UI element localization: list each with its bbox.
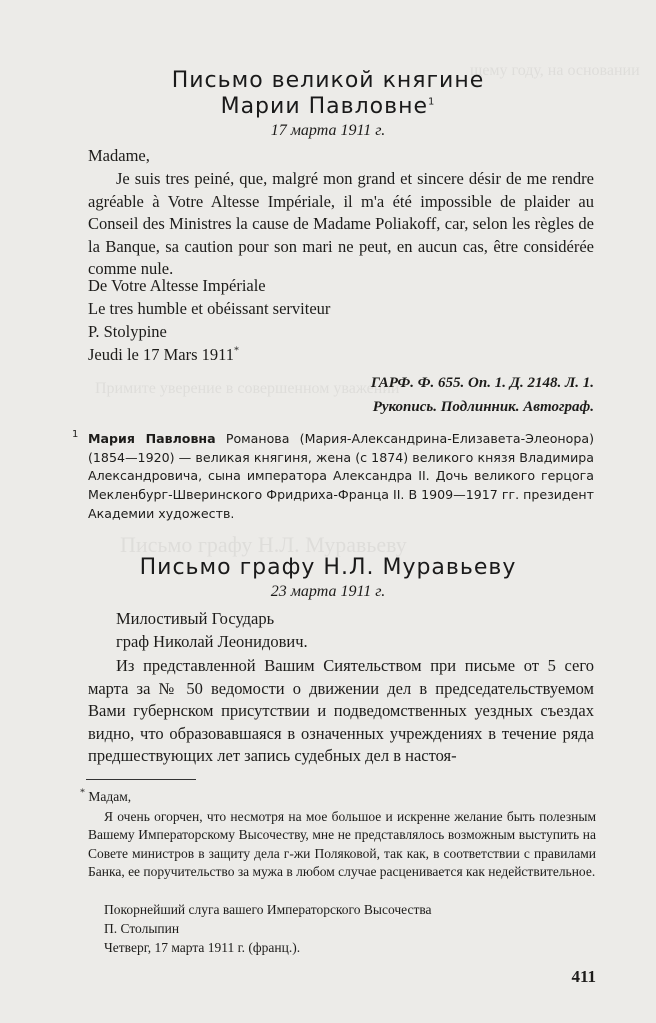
bleed-through-text: щему году, на основании: [470, 62, 640, 79]
letter2-date: 23 марта 1911 г.: [270, 583, 386, 600]
letter1-date: 17 марта 1911 г.: [270, 122, 386, 139]
letter2-address-line: Милостивый Государь: [116, 609, 275, 628]
letter2-body: Из представленной Вашим Сиятельством при письме от 5 сего марта за № 50 ведомости о движении дел в председательствуемом Вами губернском присутствии и подведомственных уездных съездах видно, что образовавшаяся в означенных учреждениях в течение ряда предшествующих лет запись судебных дел в настоя-: [88, 656, 594, 765]
archive-reference: ГАРФ. Ф. 655. Оп. 1. Д. 2148. Л. 1.: [370, 375, 594, 391]
letter2-address-line: граф Николай Леонидович.: [116, 632, 308, 651]
footnote-marker: 1: [72, 429, 79, 440]
letter1-body: Je suis tres peiné, que, malgré mon grand et sincere désir de me rendre agréable à Votre Altesse Impériale, il m'a été impossible de plaider au Conseil des Ministres la cause de Madame Poliakoff, car, selon les règles de la Banque, sa caution pour son mari ne peut, en aucun cas, être considérée comme nule.: [88, 169, 594, 278]
letter1-closing-line: De Votre Altesse Impériale: [88, 276, 266, 295]
footnote-2-body: Я очень огорчен, что несмотря на мое большое и искренне желание быть полезным Вашему Императорскому Высочеству, мне не представлялось возможным выступить на Совете министров в защиту дела г-жи Поляковой, так как, в соответствии с правилами Банка, ее поручительство за мужа в любом случае расценивается как недействительное.: [88, 809, 596, 879]
footnote-2-line: Покорнейший слуга вашего Императорского Высочества: [104, 902, 432, 917]
archive-description: Рукопись. Подлинник. Автограф.: [372, 399, 594, 415]
letter1-title-line2: Марии Павловне$^1$: [220, 94, 436, 119]
letter1-closing-date: Jeudi le 17 Mars 1911*: [88, 345, 240, 364]
footnote-marker: *: [234, 345, 240, 357]
footnote-divider: [86, 779, 196, 780]
footnote-1-name: Мария Павловна: [88, 431, 216, 446]
bleed-through-text: Письмо графу Н.Л. Муравьеву: [120, 532, 407, 557]
footnote-2-signature: П. Столыпин: [104, 921, 180, 936]
letter2-title: Письмо графу Н.Л. Муравьеву: [139, 555, 517, 580]
letter1-closing-line: Le tres humble et obéissant serviteur: [88, 299, 331, 318]
footnote-2-date: Четверг, 17 марта 1911 г. (франц.).: [104, 940, 301, 955]
bleed-through-text: Примите уверение в совершенном уважении: [95, 380, 400, 397]
page-number: 411: [571, 967, 596, 986]
footnote-1: [72, 429, 594, 524]
footnote-2-salutation: * Мадам,: [80, 787, 132, 804]
footnote-1-text: Романова (Мария-Александрина-Елизавета-Элеонора) (1854—1920) — великая княгиня, жена (с 1874) великого князя Владимира Александровича, сына императора Александра II. Дочь великого герцога Мекленбург-Шверинского Фридриха-Франца II. В 1909—1917 гг. президент Академии художеств.: [88, 431, 594, 521]
footnote-marker: 1: [428, 96, 436, 108]
letter1-signature: P. Stolypine: [88, 322, 167, 341]
letter1-salutation: Madame,: [88, 146, 150, 165]
letter1-title: Письмо великой княгине: [171, 68, 485, 93]
footnote-marker: *: [80, 787, 85, 799]
